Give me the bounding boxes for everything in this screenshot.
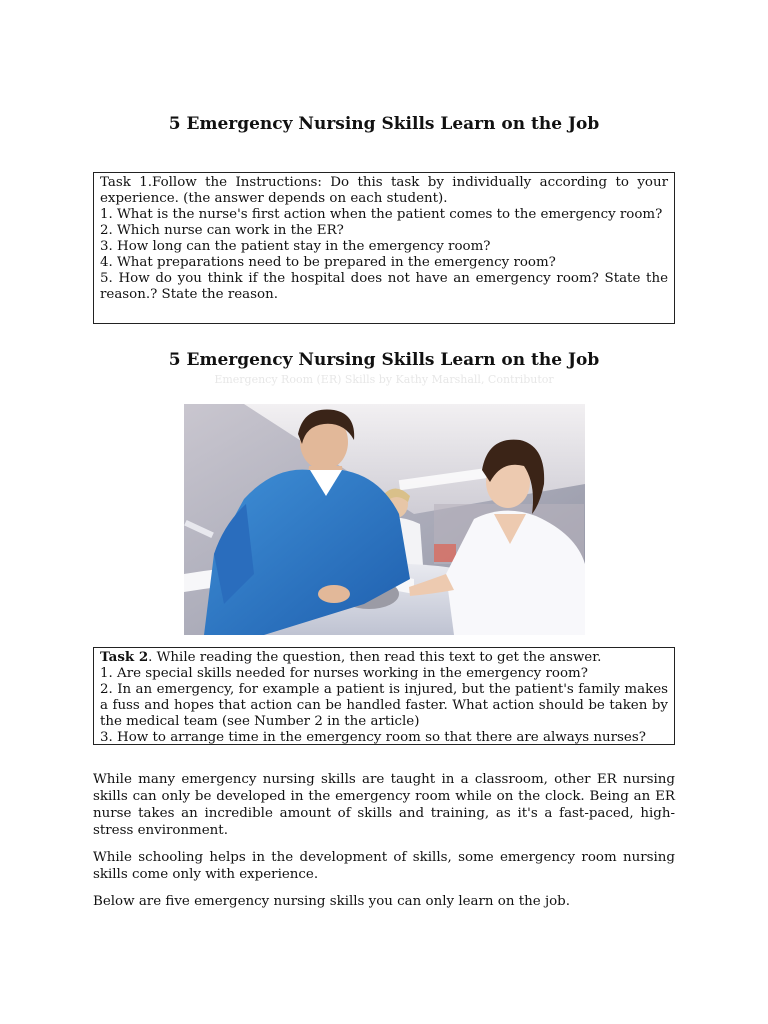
task2-question: 1. Are special skills needed for nurses working in the emergency room? <box>100 666 588 681</box>
body-paragraph: Below are five emergency nursing skills you can only learn on the job. <box>93 894 570 909</box>
body-paragraph: While schooling helps in the development of skills, some emergency room nursing skills come only with experience. <box>93 850 675 882</box>
page-title: 5 Emergency Nursing Skills Learn on the Job <box>168 114 600 134</box>
task1-question: 3. How long can the patient stay in the emergency room? <box>100 239 491 254</box>
task2-question: 2. In an emergency, for example a patient is injured, but the patient's family makes a fuss and hopes that action can be handled faster. What action should be taken by the medical team (see Number 2 in the article) <box>100 682 668 729</box>
task1-box <box>93 172 675 324</box>
task2-question: 3. How to arrange time in the emergency room so that there are always nurses? <box>100 730 646 745</box>
body-paragraph: While many emergency nursing skills are taught in a classroom, other ER nursing skills can only be developed in the emergency room while on the clock. Being an ER nurse takes an incredible amount of skills and training, as it's a fast-paced, high-stress environment. <box>93 772 675 838</box>
faded-subtitle: Emergency Room (ER) Skills by Kathy Marshall, Contributor <box>214 373 554 386</box>
task2-label: Task 2 <box>100 649 149 665</box>
task1-question: 2. Which nurse can work in the ER? <box>100 223 344 238</box>
task1-question: 1. What is the nurse's first action when the patient comes to the emergency room? <box>100 207 663 222</box>
task1-question: 4. What preparations need to be prepared in the emergency room? <box>100 255 556 270</box>
nurses-photo <box>184 404 585 635</box>
task2-intro: . While reading the question, then read this text to get the answer. <box>148 650 602 665</box>
section-title: 5 Emergency Nursing Skills Learn on the Job <box>168 350 600 370</box>
task1-intro: Task 1.Follow the Instructions: Do this task by individually according to your experience. (the answer depends on each student). <box>100 175 668 206</box>
task1-question: 5. How do you think if the hospital does not have an emergency room? State the reason.? State the reason. <box>100 271 668 302</box>
task2-box <box>93 647 675 745</box>
